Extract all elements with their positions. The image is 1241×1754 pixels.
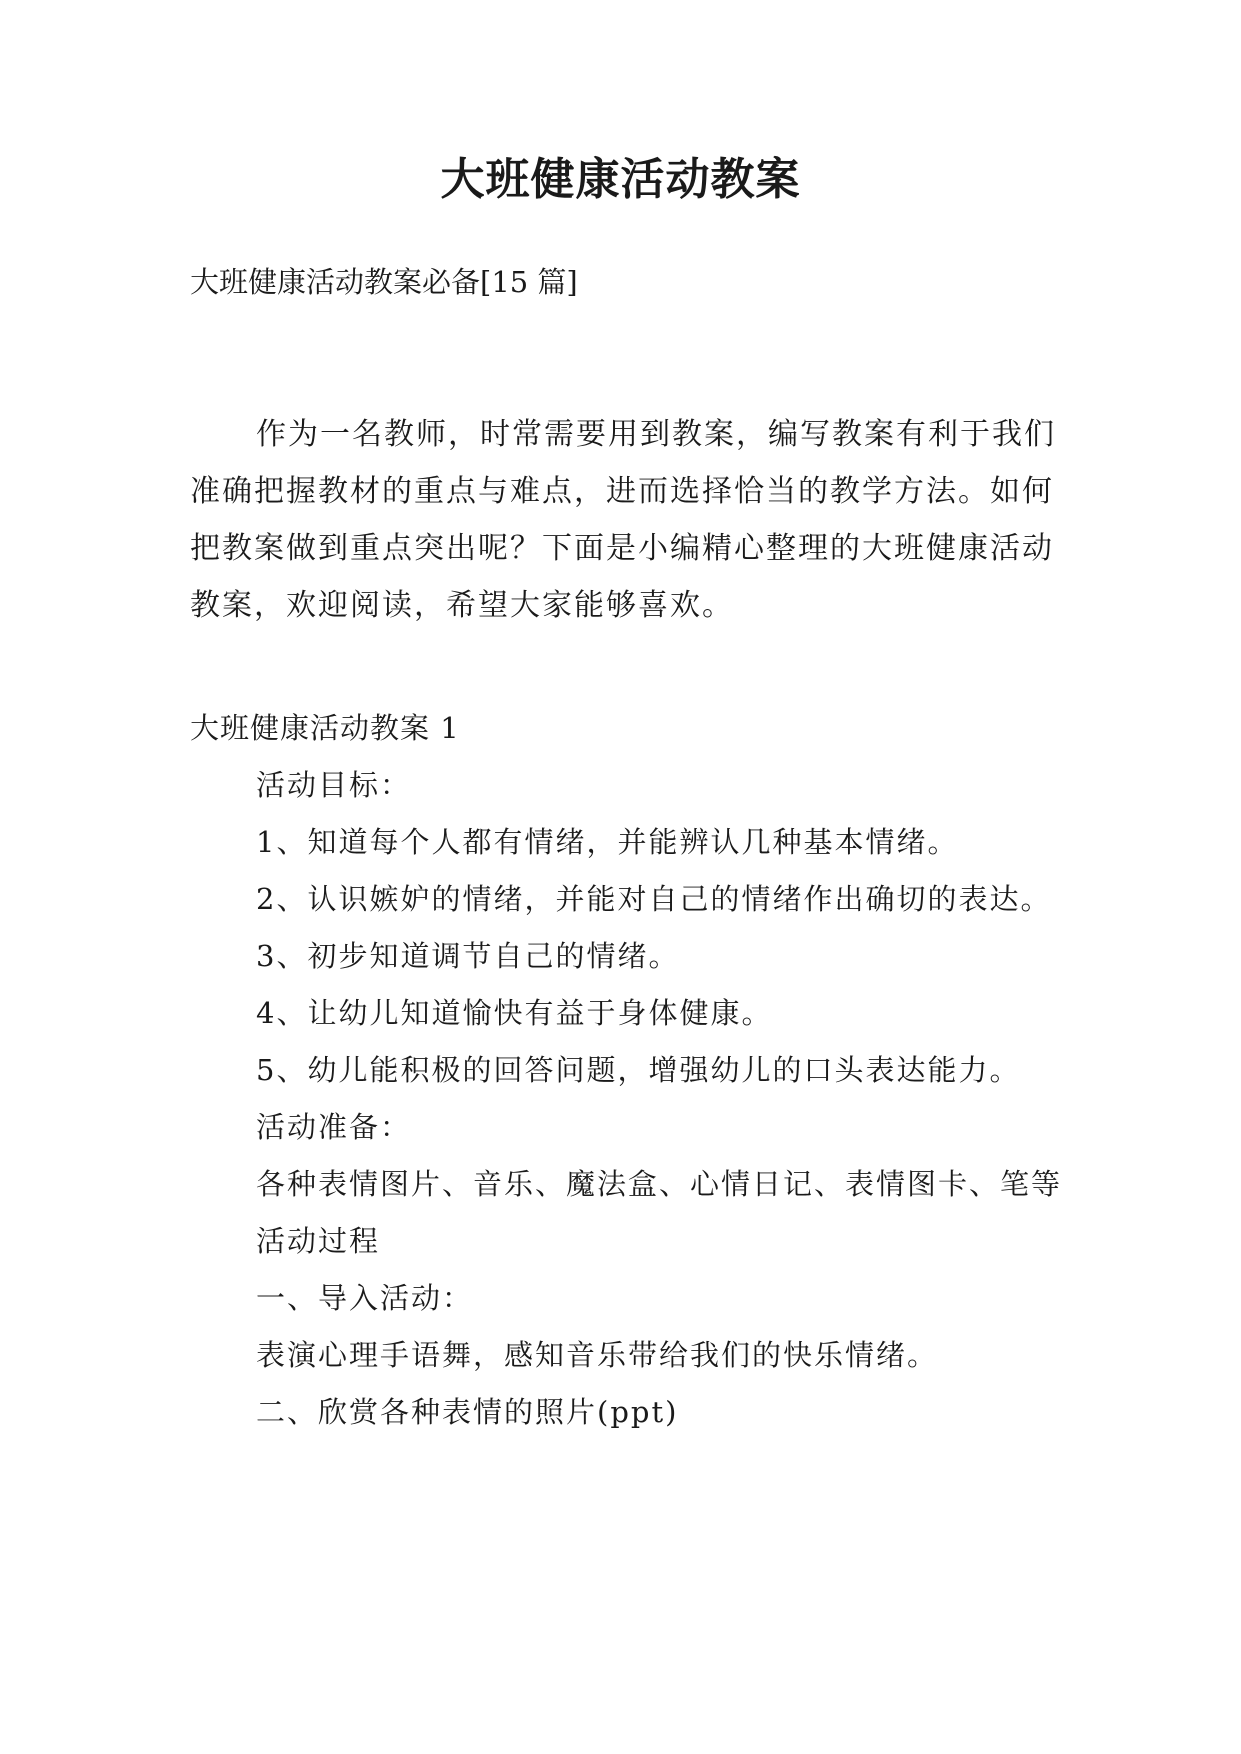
goal-item-1: 1、知道每个人都有情绪，并能辨认几种基本情绪。 xyxy=(256,825,959,859)
process-step-1-heading: 一、导入活动： xyxy=(256,1281,474,1315)
process-step-2-heading: 二、欣赏各种表情的照片(ppt) xyxy=(256,1395,679,1429)
activity-preparation-label: 活动准备： xyxy=(256,1110,412,1144)
process-step-1-text: 表演心理手语舞，感知音乐带给我们的快乐情绪。 xyxy=(256,1338,939,1372)
section-heading: 大班健康活动教案 1 xyxy=(190,711,460,745)
goal-item-3: 3、初步知道调节自己的情绪。 xyxy=(256,939,680,973)
intro-paragraph: 作为一名教师，时常需要用到教案，编写教案有利于我们准确把握教材的重点与难点，进而选择恰当的教学方法。如何把教案做到重点突出呢？下面是小编精心整理的大班健康活动教案，欢迎阅读，希望大家能够喜欢。 xyxy=(190,417,1056,623)
goal-item-4: 4、让幼儿知道愉快有益于身体健康。 xyxy=(256,996,773,1030)
lesson-plan-content xyxy=(190,700,1070,1441)
document-title: 大班健康活动教案 xyxy=(440,154,801,205)
goal-item-5: 5、幼儿能积极的回答问题，增强幼儿的口头表达能力。 xyxy=(256,1053,1021,1087)
activity-process-label: 活动过程 xyxy=(256,1224,381,1258)
activity-goals-label: 活动目标： xyxy=(256,768,412,802)
goal-item-2: 2、认识嫉妒的情绪，并能对自己的情绪作出确切的表达。 xyxy=(256,882,1052,916)
preparation-materials: 各种表情图片、音乐、魔法盒、心情日记、表情图卡、笔等 xyxy=(256,1167,1063,1201)
document-subtitle: 大班健康活动教案必备[15 篇] xyxy=(190,265,578,299)
